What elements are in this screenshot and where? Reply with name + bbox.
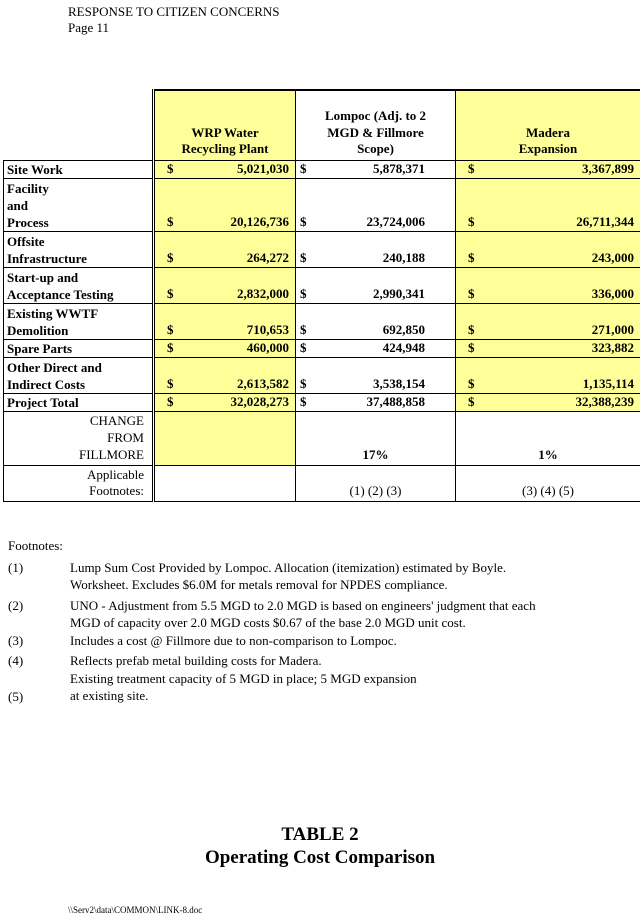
table-corner — [4, 90, 154, 160]
cost-value: 5,021,030 — [237, 160, 289, 176]
currency-symbol: $ — [167, 375, 174, 391]
cost-cell — [296, 267, 456, 303]
footnote-text: Existing treatment capacity of 5 MGD in place; 5 MGD expansion at existing site. — [70, 671, 417, 703]
cost-cell — [296, 303, 456, 339]
cost-cell — [154, 267, 296, 303]
cost-value: 264,272 — [246, 249, 289, 265]
table-row — [4, 339, 640, 357]
cost-value: 3,367,899 — [582, 160, 634, 176]
cost-cell — [296, 178, 456, 231]
cost-cell — [154, 339, 296, 357]
change-label: CHANGE FROM FILLMORE — [4, 411, 154, 465]
cost-value: 271,000 — [591, 321, 634, 337]
currency-symbol: $ — [468, 321, 475, 337]
currency-symbol: $ — [167, 249, 174, 265]
change-row — [4, 411, 640, 465]
cost-cell — [154, 303, 296, 339]
column-header-lompoc: Lompoc (Adj. to 2 MGD & Fillmore Scope) — [296, 90, 456, 160]
row-label: Facility and Process — [4, 178, 154, 231]
row-label: Site Work — [4, 160, 154, 178]
page-number: Page 11 — [68, 20, 110, 35]
cost-value: 37,488,858 — [366, 393, 425, 409]
currency-symbol: $ — [167, 339, 174, 355]
cost-value: 692,850 — [382, 321, 425, 337]
currency-symbol: $ — [300, 339, 307, 355]
cost-cell — [296, 339, 456, 357]
currency-symbol: $ — [167, 213, 174, 229]
cost-cell — [154, 357, 296, 393]
cost-value: 2,990,341 — [373, 285, 425, 301]
cost-value: 424,948 — [382, 339, 425, 355]
change-lompoc: 17% — [296, 411, 456, 465]
cost-cell — [456, 339, 640, 357]
cost-value: 240,188 — [382, 249, 425, 265]
currency-symbol: $ — [468, 249, 475, 265]
row-label: Start-up and Acceptance Testing — [4, 267, 154, 303]
cost-cell — [456, 303, 640, 339]
cost-cell — [296, 160, 456, 178]
table-row — [4, 178, 640, 231]
cost-cell — [296, 393, 456, 411]
currency-symbol: $ — [167, 321, 174, 337]
footnote-number: (4) — [8, 653, 24, 668]
footnote-number: (2) — [8, 598, 24, 613]
currency-symbol: $ — [300, 393, 307, 409]
footnote-number: (1) — [8, 560, 24, 575]
currency-symbol: $ — [300, 160, 307, 176]
cost-cell — [456, 160, 640, 178]
cost-value: 23,724,006 — [366, 213, 425, 229]
currency-symbol: $ — [167, 393, 174, 409]
cost-value: 20,126,736 — [230, 213, 289, 229]
table-row — [4, 267, 640, 303]
table2-title: TABLE 2 — [281, 824, 359, 845]
cost-value: 3,538,154 — [373, 375, 425, 391]
currency-symbol: $ — [300, 375, 307, 391]
cost-value: 2,613,582 — [237, 375, 289, 391]
currency-symbol: $ — [300, 249, 307, 265]
cost-cell — [296, 231, 456, 267]
change-wrp — [154, 411, 296, 465]
cost-value: 710,653 — [246, 321, 289, 337]
cost-cell — [456, 178, 640, 231]
currency-symbol: $ — [468, 285, 475, 301]
cost-cell — [456, 357, 640, 393]
table2-subtitle: Operating Cost Comparison — [204, 847, 436, 868]
cost-cell — [154, 231, 296, 267]
footnotes-wrp — [154, 465, 296, 501]
column-header-wrp: WRP Water Recycling Plant — [154, 90, 296, 160]
row-label: Spare Parts — [4, 339, 154, 357]
cost-value: 5,878,371 — [373, 160, 425, 176]
currency-symbol: $ — [468, 160, 475, 176]
cost-cell — [456, 267, 640, 303]
cost-value: 1,135,114 — [582, 375, 634, 391]
cost-cell — [154, 178, 296, 231]
table-row — [4, 357, 640, 393]
footnote-number: (5) — [8, 689, 24, 704]
row-label: Offsite Infrastructure — [4, 231, 154, 267]
footnote-row — [4, 465, 640, 501]
footnote-text: UNO - Adjustment from 5.5 MGD to 2.0 MGD is based on engineers' judgment that each MGD of capacity over 2.0 MGD costs $0.67 of the base 2.0 MGD unit cost. — [70, 598, 536, 630]
currency-symbol: $ — [167, 285, 174, 301]
cost-value: 2,832,000 — [237, 285, 289, 301]
footnotes-heading: Footnotes: — [8, 538, 63, 553]
row-label: Other Direct and Indirect Costs — [4, 357, 154, 393]
footnotes-madera: (3) (4) (5) — [456, 465, 640, 501]
currency-symbol: $ — [468, 393, 475, 409]
table-row — [4, 303, 640, 339]
currency-symbol: $ — [167, 160, 174, 176]
column-header-madera: Madera Expansion — [456, 90, 640, 160]
currency-symbol: $ — [300, 321, 307, 337]
cost-cell — [456, 393, 640, 411]
table-row — [4, 231, 640, 267]
change-madera: 1% — [456, 411, 640, 465]
header-title: RESPONSE TO CITIZEN CONCERNS — [68, 4, 280, 19]
footnote-text: Reflects prefab metal building costs for Madera. — [70, 653, 322, 668]
cost-value: 460,000 — [246, 339, 289, 355]
file-path: \\Serv2\data\COMMON\LINK-8.doc — [68, 905, 203, 915]
footnote-row-label: Applicable Footnotes: — [4, 465, 154, 501]
row-label: Existing WWTF Demolition — [4, 303, 154, 339]
currency-symbol: $ — [468, 213, 475, 229]
footnote-number: (3) — [8, 633, 24, 648]
cost-value: 336,000 — [591, 285, 634, 301]
currency-symbol: $ — [468, 339, 475, 355]
cost-value: 32,028,273 — [230, 393, 289, 409]
cost-value: 26,711,344 — [576, 213, 634, 229]
cost-value: 32,388,239 — [575, 393, 634, 409]
cost-value: 243,000 — [591, 249, 634, 265]
cost-cell — [154, 160, 296, 178]
currency-symbol: $ — [300, 285, 307, 301]
footnote-text: Includes a cost @ Fillmore due to non-comparison to Lompoc. — [70, 633, 397, 648]
cost-cell — [296, 357, 456, 393]
cost-cell — [456, 231, 640, 267]
footnote-text: Lump Sum Cost Provided by Lompoc. Allocation (itemization) estimated by Boyle. Worksheet. Excludes $6.0M for metals removal for NPDES compliance. — [70, 560, 507, 592]
currency-symbol: $ — [468, 375, 475, 391]
table-row — [4, 393, 640, 411]
row-label: Project Total — [4, 393, 154, 411]
footnotes-lompoc: (1) (2) (3) — [296, 465, 456, 501]
cost-value: 323,882 — [591, 339, 634, 355]
cost-cell — [154, 393, 296, 411]
cost-comparison-table — [3, 89, 640, 502]
currency-symbol: $ — [300, 213, 307, 229]
table-row — [4, 160, 640, 178]
